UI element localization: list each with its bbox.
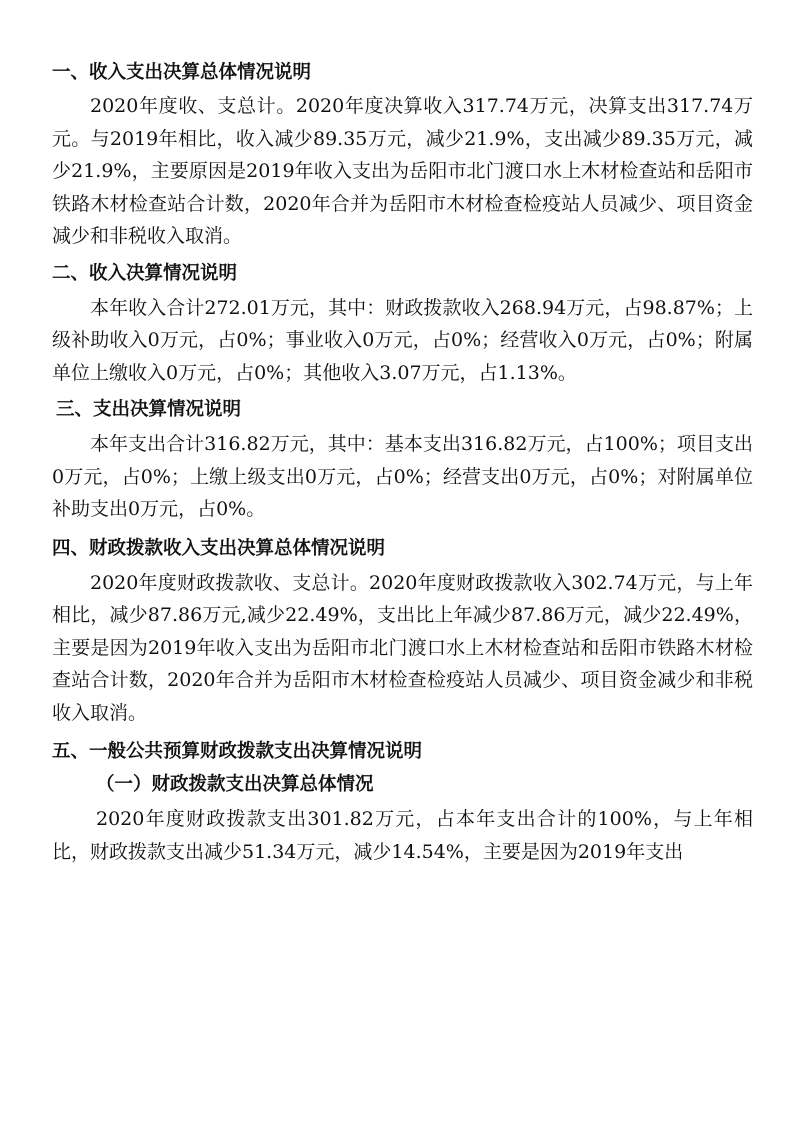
section-heading-expenditure: 三、支出决算情况说明: [56, 399, 242, 420]
section-heading-income: 二、收入决算情况说明: [52, 262, 238, 284]
section-body-income: 本年收入合计272.01万元，其中：财政拨款收入268.94万元，占98.87%；上级补助收入0万元，占0%；事业收入0万元，占0%；经营收入0万元，占0%；附属单位上缴收入0万元，占0%；其他收入3.07万元，占1.13%。: [52, 296, 753, 384]
section-body-expenditure: 本年支出合计316.82万元，其中：基本支出316.82万元，占100%；项目支出0万元，占0%；上缴上级支出0万元，占0%；经营支出0万元，占0%；对附属单位补助支出0万元，占0%。: [52, 433, 753, 520]
section-body-income-expenditure-overview: 2020年度收、支总计。2020年度决算收入317.74万元，决算支出317.74万元。与2019年相比，收入减少89.35万元，减少21.9%，支出减少89.35万元，减少21.9%，主要原因是2019年收入支出为岳阳市北门渡口水上木材检查站和岳阳市铁路木材检查站合计数，2020年合并为岳阳市木材检查检疫站人员减少、项目资金减少和非税收入取消。: [52, 95, 753, 247]
section-body-public-budget: 2020年度财政拨款支出301.82万元，占本年支出合计的100%，与上年相比，财政拨款支出减少51.34万元，减少14.54%，主要是因为2019年支出: [52, 808, 753, 863]
section-body-fiscal-appropriation: 2020年度财政拨款收、支总计。2020年度财政拨款收入302.74万元，与上年相比，减少87.86万元,减少22.49%，支出比上年减少87.86万元，减少22.49%，主要是因为2019年收入支出为岳阳市北门渡口水上木材检查站和岳阳市铁路木材检查站合计数，2020年合并为岳阳市木材检查检疫站人员减少、项目资金减少和非税收入取消。: [52, 571, 753, 724]
section-heading-income-expenditure-overview: 一、收入支出决算总体情况说明: [52, 62, 312, 83]
section-heading-public-budget: 五、一般公共预算财政拨款支出决算情况说明: [52, 741, 423, 762]
subsection-heading-overall: （一）财政拨款支出决算总体情况: [96, 774, 374, 795]
section-heading-fiscal-appropriation: 四、财政拨款收入支出决算总体情况说明: [52, 537, 386, 559]
